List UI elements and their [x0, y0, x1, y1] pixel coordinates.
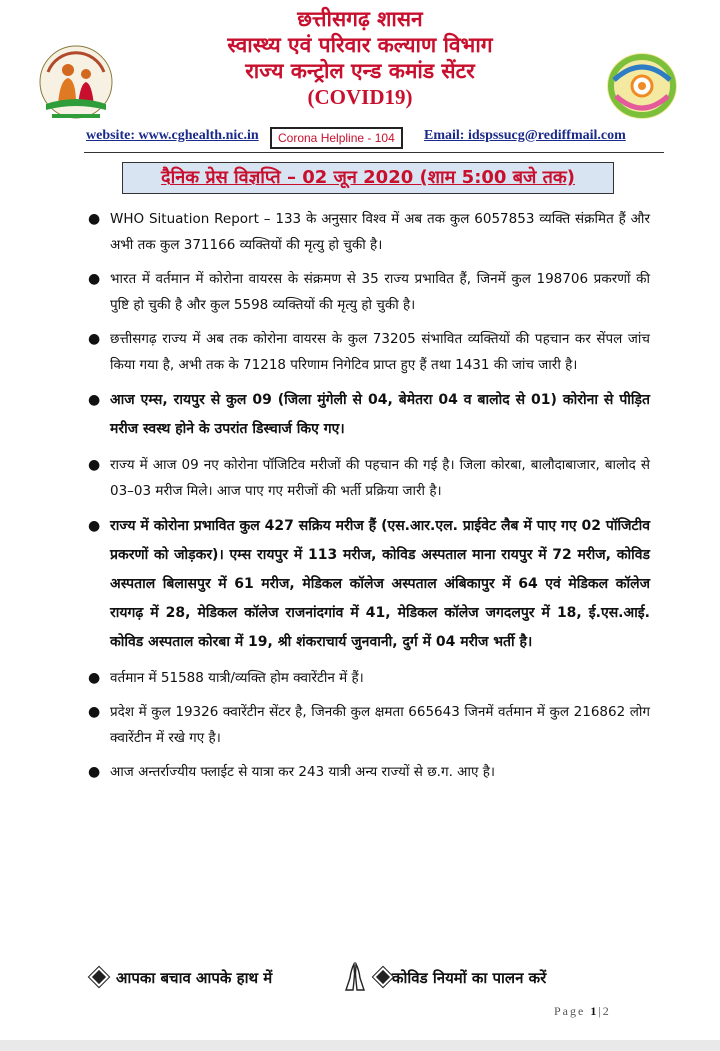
press-release-title: दैनिक प्रेस विज्ञप्ति – 02 जून 2020 (शाम 5:00 बजे तक) — [122, 162, 614, 194]
helpline-badge: Corona Helpline - 104 — [270, 127, 403, 149]
bullet-item — [84, 759, 650, 785]
page-label: Page — [554, 1004, 586, 1018]
bullet-text: आज एम्स, रायपुर से कुल 09 (जिला मुंगेली से 04, बेमेतरा 04 व बालोद से 01) कोरोना से पीड़ित मरीज स्वस्थ होने के उपरांत डिस्चार्ज किए गए। — [110, 392, 650, 437]
footer-slogans — [88, 962, 648, 996]
footer-right-slogan: कोविड नियमों का पालन करें — [392, 969, 547, 987]
bullet-dot-icon: ● — [88, 670, 101, 686]
bullet-dot-icon: ● — [88, 764, 101, 780]
bullet-text: छत्तीसगढ़ राज्य में अब तक कोरोना वायरस के कुल 73205 संभावित व्यक्तियों की पहचान कर सेंपल जांच किया गया है, अभी तक के 71218 परिणाम निगेटिव प्राप्त हुए हैं तथा 1431 की जांच जारी है। — [110, 331, 650, 373]
bullet-dot-icon: ● — [88, 704, 101, 720]
bullet-text: WHO Situation Report – 133 के अनुसार विश्व में अब तक कुल 6057853 व्यक्ति संक्रमित हैं और अभी तक कुल 371166 व्यक्तियों की मृत्यु हो चुकी है। — [110, 211, 650, 253]
bullet-dot-icon: ● — [88, 392, 101, 408]
page-total: 2 — [602, 1004, 611, 1018]
page-current: 1 — [590, 1004, 599, 1018]
department-name: स्वास्थ्य एवं परिवार कल्याण विभाग — [227, 32, 493, 57]
bullet-dot-icon: ● — [88, 518, 101, 534]
diamond-bullet-icon — [376, 970, 390, 984]
bullet-text: भारत में वर्तमान में कोरोना वायरस के संक्रमण से 35 राज्य प्रभावित हैं, जिनमें कुल 198706 प्रकरणों की पुष्टि हो चुकी है और कुल 5598 व्यक्तियों की मृत्यु हो चुकी है। — [110, 271, 650, 313]
bullet-text: आज अन्तर्राज्यीय फ्लाईट से यात्रा कर 243 यात्री अन्य राज्यों से छ.ग. आए है। — [110, 764, 495, 780]
covid-label: (COVID19) — [307, 85, 413, 109]
header-title-block — [140, 6, 580, 110]
bullet-text: राज्य में आज 09 नए कोरोना पॉजिटिव मरीजों की पहचान की गई है। जिला कोरबा, बालौदाबाजार, बालोद से 03–03 मरीज मिले। आज पाए गए मरीजों की भर्ती प्रक्रिया जारी है। — [110, 457, 650, 499]
footer-left-slogan: आपका बचाव आपके हाथ में — [116, 969, 273, 987]
command-center-logo-icon — [604, 50, 680, 122]
command-center-name: राज्य कन्ट्रोल एन्ड कमांड सेंटर — [245, 58, 475, 83]
bullet-item — [84, 665, 650, 691]
email-link[interactable]: Email: idspssucg@rediffmail.com — [424, 128, 626, 143]
bullet-dot-icon: ● — [88, 211, 101, 227]
diamond-bullet-icon — [92, 970, 106, 984]
header-divider — [84, 152, 664, 153]
viewer-bottom-strip — [0, 1040, 720, 1051]
letterhead — [0, 0, 720, 125]
bullet-dot-icon: ● — [88, 331, 101, 347]
page-number: Page 1|2 — [554, 1004, 611, 1018]
folded-hands-icon — [344, 962, 366, 992]
bullet-text: वर्तमान में 51588 यात्री/व्यक्ति होम क्वारेंटीन में हैं। — [110, 670, 364, 686]
bullet-item — [84, 206, 650, 258]
bullet-item — [84, 452, 650, 504]
bullet-item — [84, 266, 650, 318]
bullet-item — [84, 512, 650, 657]
bullet-text: प्रदेश में कुल 19326 क्वारेंटीन सेंटर है, जिनकी कुल क्षमता 665643 जिनमें वर्तमान में कुल 216862 लोग क्वारेंटीन में रखे गए है। — [110, 704, 650, 746]
bullet-item — [84, 386, 650, 444]
bullet-item — [84, 699, 650, 751]
health-department-logo-icon — [34, 42, 118, 124]
bullet-item — [84, 326, 650, 378]
government-name: छत्तीसगढ़ शासन — [297, 6, 423, 31]
bullet-dot-icon: ● — [88, 457, 101, 473]
bullet-dot-icon: ● — [88, 271, 101, 287]
bullet-text: राज्य में कोरोना प्रभावित कुल 427 सक्रिय मरीज हैं (एस.आर.एल. प्राईवेट लैब में पाए गए 02 पॉजिटीव प्रकरणों को जोड़कर)। एम्स रायपुर में 113 मरीज, कोविड अस्पताल माना रायपुर में 72 मरीज, कोविड अस्पताल बिलासपुर में 61 मरीज, मेडिकल कॉलेज अस्पताल अंबिकापुर में 64 एवं मेडिकल कॉलेज रायगढ़ में 28, मेडिकल कॉलेज राजनांदगांव में 41, मेडिकल कॉलेज जगदलपुर में 18, ई.एस.आई. कोविड अस्पताल कोरबा में 19, श्री शंकराचार्य जुनवानी, दुर्ग में 04 मरीज भर्ती है। — [110, 518, 650, 650]
website-link[interactable]: website: www.cghealth.nic.in — [86, 128, 259, 143]
bullet-list — [84, 206, 650, 793]
contact-row — [0, 127, 720, 149]
